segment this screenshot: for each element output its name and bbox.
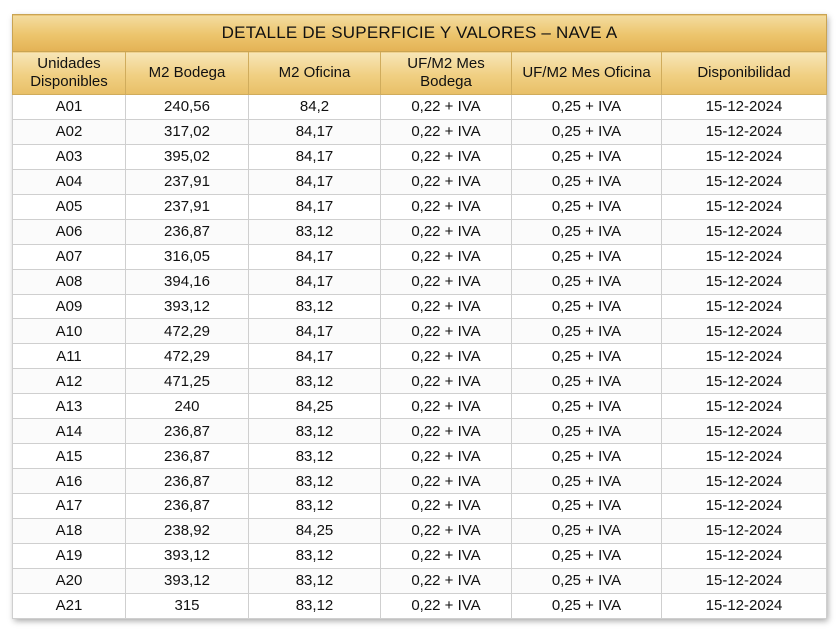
m2-oficina-cell: 83,12	[249, 444, 381, 469]
m2-oficina-cell: 84,2	[249, 95, 381, 120]
header-uf-m2-mes-bodega: UF/M2 Mes Bodega	[381, 52, 512, 95]
uf-bodega-cell: 0,22 + IVA	[381, 95, 512, 120]
uf-bodega-cell: 0,22 + IVA	[381, 344, 512, 369]
header-m2-oficina: M2 Oficina	[249, 52, 381, 95]
table-row	[13, 444, 827, 469]
availability-cell: 15-12-2024	[662, 95, 827, 120]
m2-oficina-cell: 83,12	[249, 494, 381, 519]
table-row	[13, 144, 827, 169]
availability-cell: 15-12-2024	[662, 568, 827, 593]
table-row	[13, 169, 827, 194]
table-row	[13, 95, 827, 120]
uf-oficina-cell: 0,25 + IVA	[512, 568, 662, 593]
table-row	[13, 219, 827, 244]
uf-bodega-cell: 0,22 + IVA	[381, 294, 512, 319]
unit-cell: A07	[13, 244, 126, 269]
uf-oficina-cell: 0,25 + IVA	[512, 344, 662, 369]
m2-bodega-cell: 315	[126, 593, 249, 618]
uf-oficina-cell: 0,25 + IVA	[512, 419, 662, 444]
unit-cell: A05	[13, 194, 126, 219]
uf-oficina-cell: 0,25 + IVA	[512, 593, 662, 618]
header-uf-m2-mes-oficina: UF/M2 Mes Oficina	[512, 52, 662, 95]
m2-bodega-cell: 471,25	[126, 369, 249, 394]
m2-oficina-cell: 84,25	[249, 518, 381, 543]
uf-bodega-cell: 0,22 + IVA	[381, 169, 512, 194]
availability-cell: 15-12-2024	[662, 369, 827, 394]
surface-values-table	[12, 14, 827, 619]
availability-cell: 15-12-2024	[662, 169, 827, 194]
availability-cell: 15-12-2024	[662, 394, 827, 419]
m2-oficina-cell: 83,12	[249, 219, 381, 244]
m2-oficina-cell: 83,12	[249, 568, 381, 593]
table-row	[13, 568, 827, 593]
uf-bodega-cell: 0,22 + IVA	[381, 518, 512, 543]
m2-bodega-cell: 395,02	[126, 144, 249, 169]
m2-bodega-cell: 393,12	[126, 294, 249, 319]
uf-oficina-cell: 0,25 + IVA	[512, 369, 662, 394]
m2-oficina-cell: 83,12	[249, 593, 381, 618]
uf-bodega-cell: 0,22 + IVA	[381, 593, 512, 618]
unit-cell: A15	[13, 444, 126, 469]
m2-oficina-cell: 84,17	[249, 194, 381, 219]
unit-cell: A14	[13, 419, 126, 444]
unit-cell: A21	[13, 593, 126, 618]
surface-values-sheet	[12, 14, 826, 618]
uf-oficina-cell: 0,25 + IVA	[512, 244, 662, 269]
m2-bodega-cell: 236,87	[126, 444, 249, 469]
unit-cell: A17	[13, 494, 126, 519]
table-row	[13, 244, 827, 269]
m2-oficina-cell: 84,17	[249, 119, 381, 144]
unit-cell: A01	[13, 95, 126, 120]
table-title: DETALLE DE SUPERFICIE Y VALORES – NAVE A	[13, 15, 827, 52]
unit-cell: A20	[13, 568, 126, 593]
unit-cell: A08	[13, 269, 126, 294]
table-row	[13, 518, 827, 543]
m2-oficina-cell: 84,17	[249, 269, 381, 294]
availability-cell: 15-12-2024	[662, 294, 827, 319]
m2-bodega-cell: 237,91	[126, 169, 249, 194]
uf-bodega-cell: 0,22 + IVA	[381, 144, 512, 169]
uf-oficina-cell: 0,25 + IVA	[512, 95, 662, 120]
availability-cell: 15-12-2024	[662, 269, 827, 294]
m2-bodega-cell: 236,87	[126, 469, 249, 494]
table-row	[13, 269, 827, 294]
m2-oficina-cell: 84,17	[249, 344, 381, 369]
m2-oficina-cell: 84,17	[249, 319, 381, 344]
uf-bodega-cell: 0,22 + IVA	[381, 244, 512, 269]
m2-oficina-cell: 84,17	[249, 244, 381, 269]
availability-cell: 15-12-2024	[662, 494, 827, 519]
m2-bodega-cell: 317,02	[126, 119, 249, 144]
availability-cell: 15-12-2024	[662, 469, 827, 494]
availability-cell: 15-12-2024	[662, 144, 827, 169]
availability-cell: 15-12-2024	[662, 593, 827, 618]
table-row	[13, 119, 827, 144]
uf-oficina-cell: 0,25 + IVA	[512, 469, 662, 494]
unit-cell: A13	[13, 394, 126, 419]
header-m2-bodega: M2 Bodega	[126, 52, 249, 95]
uf-bodega-cell: 0,22 + IVA	[381, 394, 512, 419]
uf-oficina-cell: 0,25 + IVA	[512, 144, 662, 169]
m2-oficina-cell: 83,12	[249, 543, 381, 568]
unit-cell: A03	[13, 144, 126, 169]
availability-cell: 15-12-2024	[662, 419, 827, 444]
uf-oficina-cell: 0,25 + IVA	[512, 494, 662, 519]
uf-bodega-cell: 0,22 + IVA	[381, 319, 512, 344]
table-row	[13, 419, 827, 444]
header-unidades-disponibles: Unidades Disponibles	[13, 52, 126, 95]
m2-bodega-cell: 316,05	[126, 244, 249, 269]
uf-bodega-cell: 0,22 + IVA	[381, 269, 512, 294]
m2-oficina-cell: 83,12	[249, 469, 381, 494]
unit-cell: A02	[13, 119, 126, 144]
uf-oficina-cell: 0,25 + IVA	[512, 518, 662, 543]
availability-cell: 15-12-2024	[662, 319, 827, 344]
table-row	[13, 369, 827, 394]
table-row	[13, 469, 827, 494]
availability-cell: 15-12-2024	[662, 344, 827, 369]
uf-oficina-cell: 0,25 + IVA	[512, 543, 662, 568]
uf-oficina-cell: 0,25 + IVA	[512, 169, 662, 194]
m2-bodega-cell: 238,92	[126, 518, 249, 543]
table-row	[13, 543, 827, 568]
availability-cell: 15-12-2024	[662, 518, 827, 543]
unit-cell: A11	[13, 344, 126, 369]
unit-cell: A18	[13, 518, 126, 543]
availability-cell: 15-12-2024	[662, 219, 827, 244]
m2-bodega-cell: 236,87	[126, 494, 249, 519]
column-header-row	[13, 52, 827, 95]
m2-bodega-cell: 393,12	[126, 543, 249, 568]
table-body	[13, 95, 827, 619]
unit-cell: A10	[13, 319, 126, 344]
table-row	[13, 344, 827, 369]
uf-oficina-cell: 0,25 + IVA	[512, 444, 662, 469]
availability-cell: 15-12-2024	[662, 543, 827, 568]
table-row	[13, 593, 827, 618]
m2-bodega-cell: 236,87	[126, 419, 249, 444]
uf-oficina-cell: 0,25 + IVA	[512, 294, 662, 319]
unit-cell: A19	[13, 543, 126, 568]
m2-bodega-cell: 237,91	[126, 194, 249, 219]
m2-bodega-cell: 240,56	[126, 95, 249, 120]
m2-oficina-cell: 83,12	[249, 369, 381, 394]
uf-bodega-cell: 0,22 + IVA	[381, 219, 512, 244]
availability-cell: 15-12-2024	[662, 444, 827, 469]
uf-bodega-cell: 0,22 + IVA	[381, 194, 512, 219]
uf-bodega-cell: 0,22 + IVA	[381, 568, 512, 593]
m2-oficina-cell: 84,25	[249, 394, 381, 419]
unit-cell: A12	[13, 369, 126, 394]
unit-cell: A06	[13, 219, 126, 244]
uf-oficina-cell: 0,25 + IVA	[512, 394, 662, 419]
m2-bodega-cell: 394,16	[126, 269, 249, 294]
table-title-row	[13, 15, 827, 52]
availability-cell: 15-12-2024	[662, 194, 827, 219]
uf-oficina-cell: 0,25 + IVA	[512, 269, 662, 294]
availability-cell: 15-12-2024	[662, 244, 827, 269]
m2-bodega-cell: 472,29	[126, 344, 249, 369]
uf-bodega-cell: 0,22 + IVA	[381, 543, 512, 568]
uf-bodega-cell: 0,22 + IVA	[381, 369, 512, 394]
uf-bodega-cell: 0,22 + IVA	[381, 119, 512, 144]
m2-bodega-cell: 240	[126, 394, 249, 419]
availability-cell: 15-12-2024	[662, 119, 827, 144]
unit-cell: A16	[13, 469, 126, 494]
table-row	[13, 294, 827, 319]
uf-bodega-cell: 0,22 + IVA	[381, 469, 512, 494]
table-row	[13, 494, 827, 519]
table-row	[13, 394, 827, 419]
uf-oficina-cell: 0,25 + IVA	[512, 194, 662, 219]
uf-bodega-cell: 0,22 + IVA	[381, 419, 512, 444]
m2-bodega-cell: 393,12	[126, 568, 249, 593]
table-row	[13, 194, 827, 219]
m2-oficina-cell: 84,17	[249, 169, 381, 194]
m2-oficina-cell: 83,12	[249, 294, 381, 319]
m2-bodega-cell: 236,87	[126, 219, 249, 244]
uf-bodega-cell: 0,22 + IVA	[381, 494, 512, 519]
uf-oficina-cell: 0,25 + IVA	[512, 319, 662, 344]
uf-oficina-cell: 0,25 + IVA	[512, 219, 662, 244]
m2-oficina-cell: 83,12	[249, 419, 381, 444]
table-row	[13, 319, 827, 344]
unit-cell: A09	[13, 294, 126, 319]
m2-bodega-cell: 472,29	[126, 319, 249, 344]
uf-oficina-cell: 0,25 + IVA	[512, 119, 662, 144]
unit-cell: A04	[13, 169, 126, 194]
uf-bodega-cell: 0,22 + IVA	[381, 444, 512, 469]
m2-oficina-cell: 84,17	[249, 144, 381, 169]
header-disponibilidad: Disponibilidad	[662, 52, 827, 95]
